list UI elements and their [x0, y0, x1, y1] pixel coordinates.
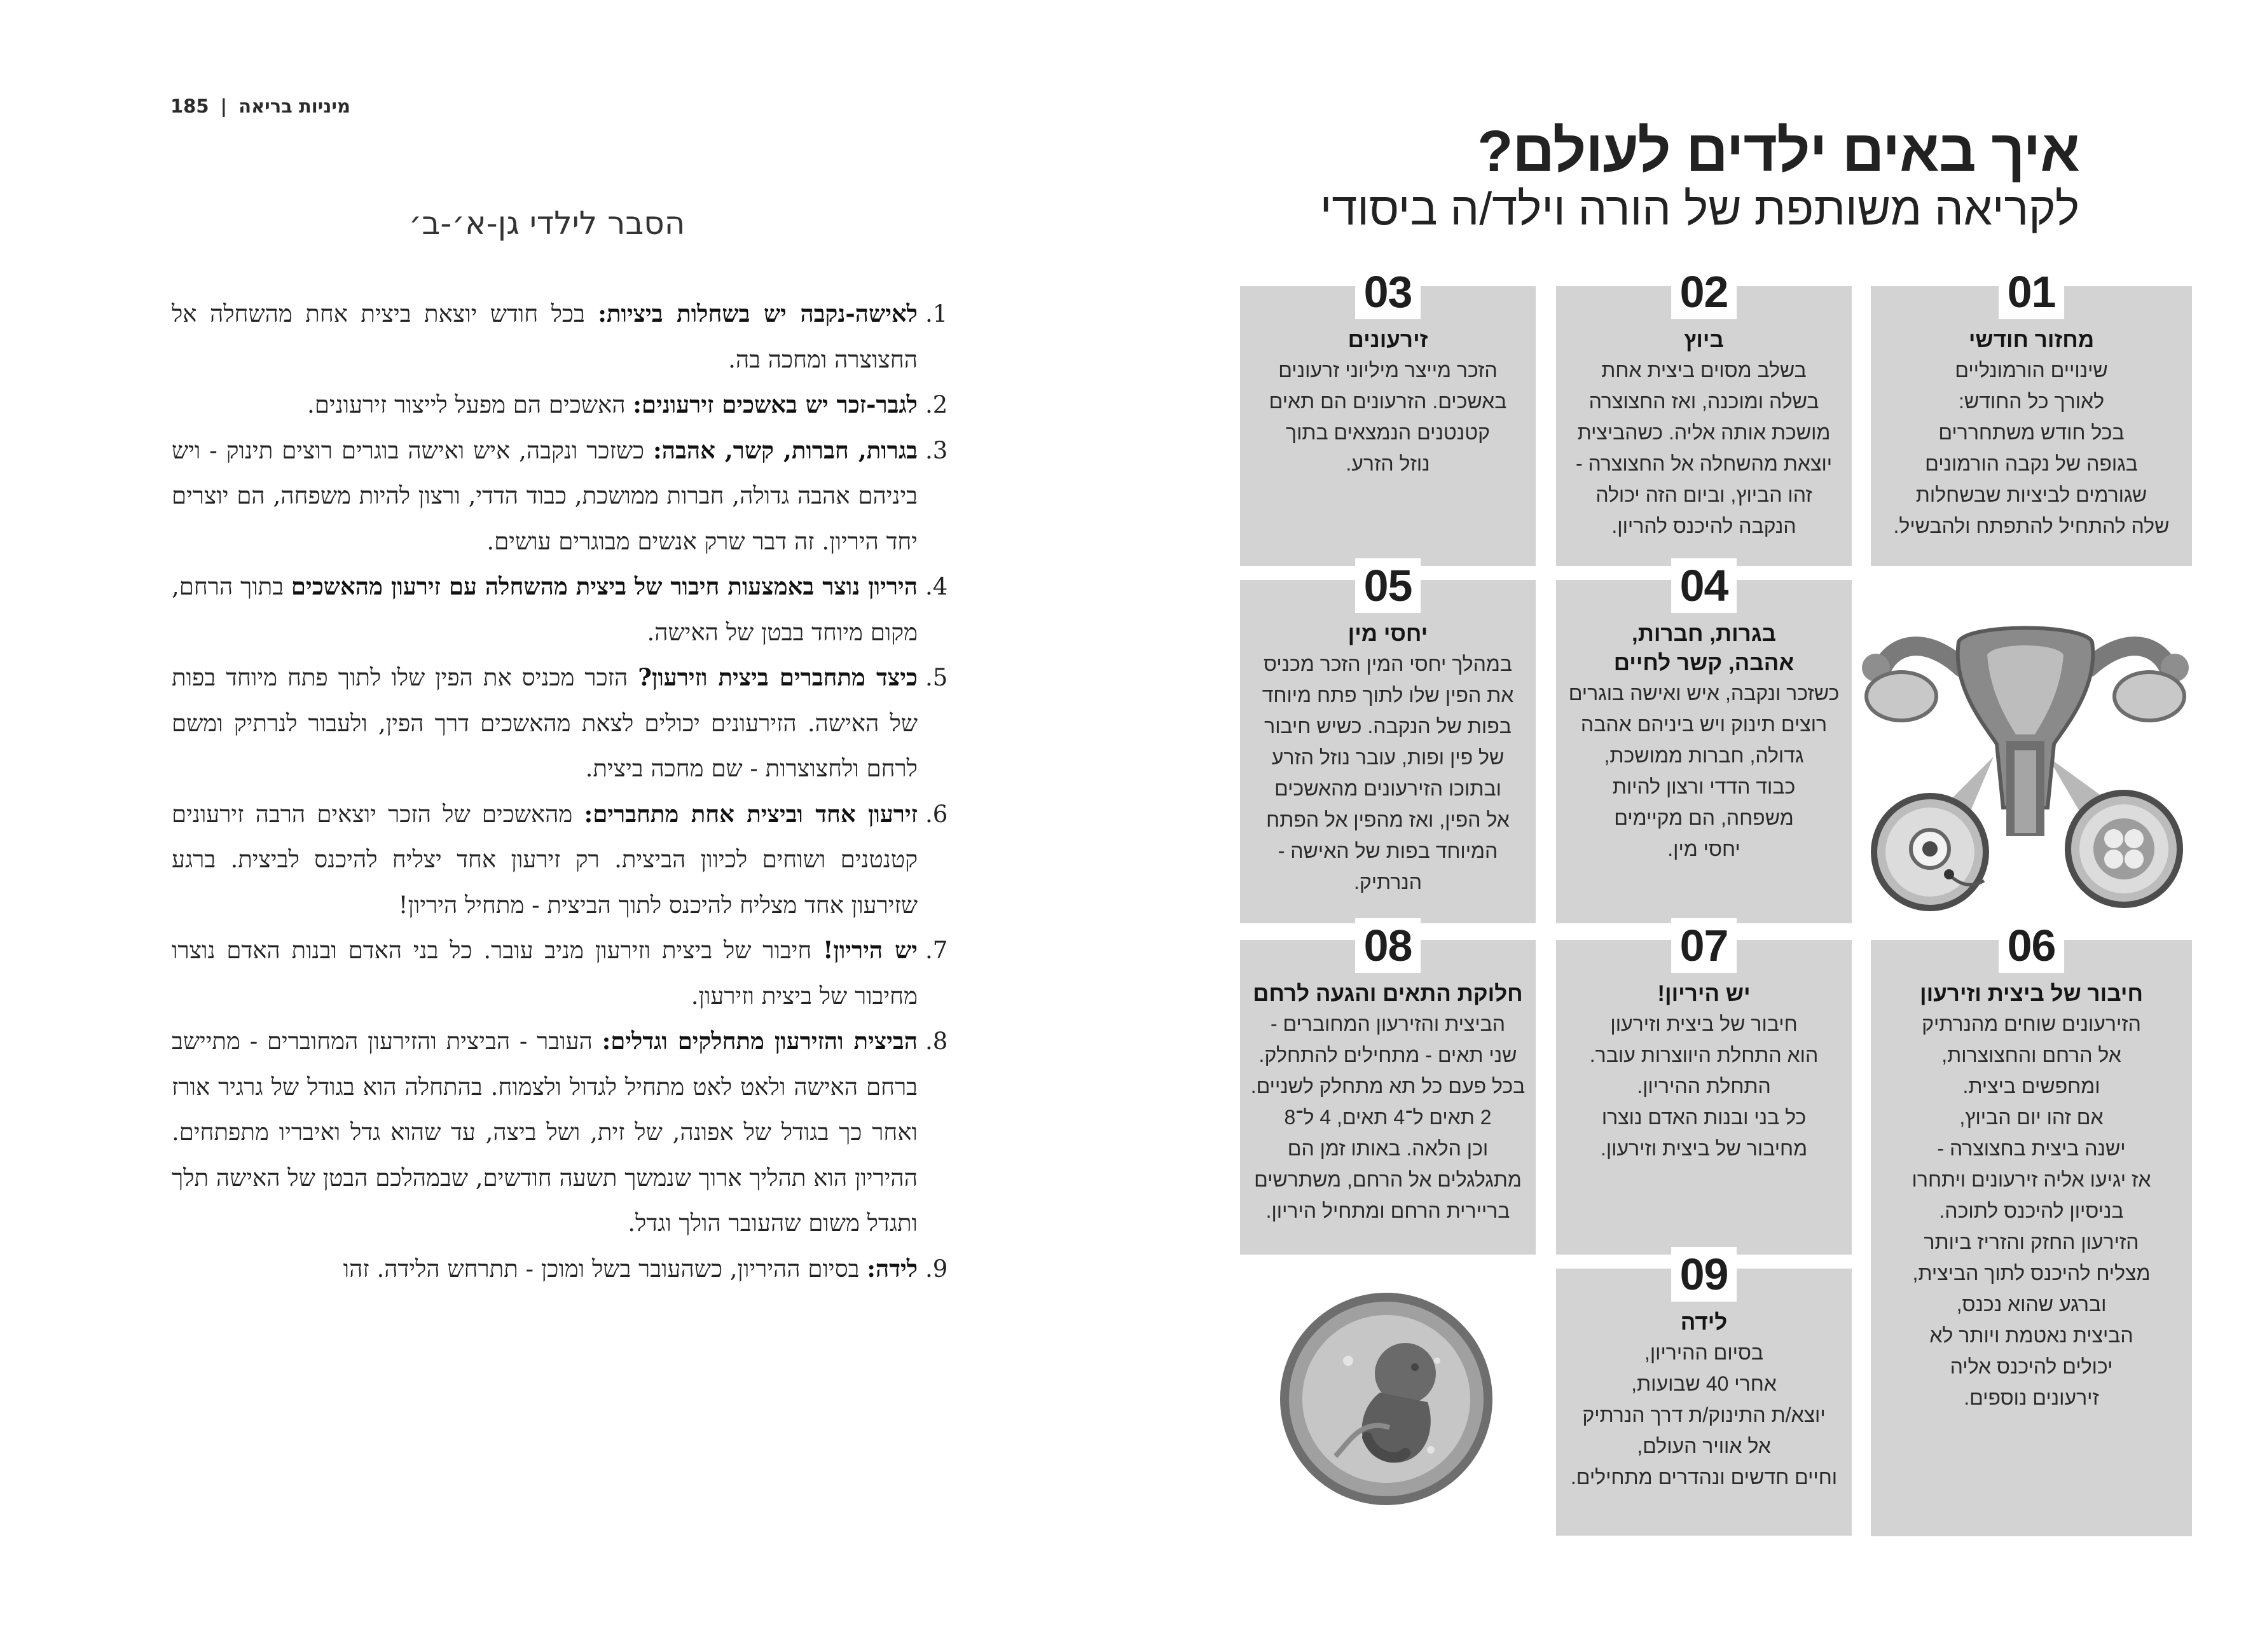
box-number: 08 [1355, 918, 1421, 973]
box-text: כשזכר ונקבה, איש ואישה בוגרים רוצים תינוק ויש ביניהם אהבה גדולה, חברות ממושכת, כבוד הדדי ורצון להיות משפחה, הם מקיימים יחסי מין. [1568, 682, 1840, 860]
step-text: האשכים הם מפעל לייצור זירעונים. [307, 391, 633, 418]
box-title: בגרות, חברות, אהבה, קשר לחיים [1613, 621, 1795, 675]
step-text: בכל חודש יוצאת ביצית אחת מהשחלה אל החצוצרה ומחכה בה. [172, 300, 918, 373]
info-box-08 [1240, 921, 1536, 1255]
box-number: 01 [1999, 265, 2065, 319]
step-lead: היריון נוצר באמצעות חיבור של ביצית מהשחלה עם זירעון מהאשכים [291, 572, 918, 600]
info-box-06 [1871, 921, 2192, 1536]
box-number: 07 [1671, 918, 1737, 973]
step-lead: הביצית והזירעון מתחלקים וגדלים: [602, 1027, 918, 1055]
box-title: זירעונים [1347, 327, 1428, 352]
step-text: חיבור של ביצית וזירעון מניב עובר. כל בני האדם ובנות האדם נוצרו מחיבור של ביצית וזירעון. [172, 937, 918, 1010]
info-box-01 [1871, 267, 2192, 566]
step-number: .4 [925, 573, 948, 600]
box-title: חלוקת התאים והגעה לרחם [1253, 981, 1523, 1006]
book-title: מיניות בריאה [238, 95, 350, 117]
step-lead: לגבר-זכר יש באשכים זירעונים: [633, 390, 918, 418]
step-text: העובר - הביצית והזירעון המחוברים - מתיישב ברחם האישה ולאט לאט מתחיל לגדול ולצמוח. בהתחלה הוא בגודל של גרגיר אורז ואחר כך בגודל של אפונה, של זית, ושל ביצה, עד שהוא גדל ואיבריו מתפתחים. ההיריון הוא תהליך ארוך שנמשך תשעה חודשים, שבמהלכם הבטן של האישה תלך ותגדל משום שהעובר הולך וגדל. [172, 1028, 918, 1237]
box-text: בשלב מסוים ביצית אחת בשלה ומוכנה, ואז החצוצרה מושכת אותה אליה. כשהביצית יוצאת מהשחלה אל החצוצרה - זהו הביוץ, וביום הזה יכולה הנקבה להיכנס להריון. [1575, 359, 1833, 537]
step-text: בסיום ההיריון, כשהעובר בשל ומוכן - תתרחש הלידה. זהו [343, 1255, 867, 1283]
info-box-02 [1556, 267, 1852, 566]
info-box-04 [1556, 561, 1852, 923]
step-number: .9 [925, 1255, 948, 1283]
step-number: .1 [925, 300, 948, 327]
box-text: הביצית והזירעון המחוברים - שני תאים - מתחילים להתחלק. בכל פעם כל תא מתחלק לשניים. 2 תאים ל־4 תאים, 4 ל־8 וכן הלאה. באותו זמן הם מתגלגלים אל הרחם, משתרשים בריירית הרחם ומתחיל היריון. [1250, 1012, 1526, 1222]
step-number: .8 [925, 1028, 948, 1055]
box-text: שינויים הורמונליים לאורך כל החודש: בכל חודש משתחררים בגופה של נקבה הורמונים שגורמים לביציות שבשחלות שלה להתחיל להתפתח ולהבשיל. [1893, 359, 2170, 537]
running-head-separator: | [220, 95, 228, 117]
infographic-subtitle: לקריאה משותפת של הורה וילד/ה ביסודי [1319, 184, 2079, 235]
box-title: חיבור של ביצית וזירעון [1920, 981, 2143, 1006]
box-number: 06 [1999, 918, 2065, 973]
step-number: .2 [925, 391, 948, 418]
box-text: בסיום ההיריון, אחרי 40 שבועות, יוצא/ת התינוק/ת דרך הנרתיק אל אוויר העולם, וחיים חדשים ונהדרים מתחילים. [1570, 1341, 1838, 1489]
list-item [172, 928, 963, 1019]
list-item [172, 291, 963, 382]
uterus-diagram-icon [1857, 598, 2194, 928]
step-lead: זירעון אחד וביצית אחת מתחברים: [584, 799, 918, 828]
step-number: .5 [925, 664, 948, 691]
step-number: .6 [925, 800, 948, 828]
list-item [172, 564, 963, 655]
box-title: לידה [1680, 1310, 1728, 1335]
box-title: יחסי מין [1347, 621, 1428, 646]
box-title: יש היריון! [1657, 981, 1751, 1006]
box-text: חיבור של ביצית וזירעון הוא התחלת היווצרות עובר. התחלת ההיריון. כל בני ובנות האדם נוצרו מחיבור של ביצית וזירעון. [1589, 1012, 1819, 1160]
box-text: הזכר מייצר מיליוני זרעונים באשכים. הזרעונים הם תאים קטנטנים הנמצאים בתוך נוזל הזרע. [1269, 359, 1507, 475]
info-box-05 [1240, 561, 1536, 923]
list-item [172, 1019, 963, 1246]
box-text: במהלך יחסי המין הזכר מכניס את הפין שלו לתוך פתח מיוחד בפות של הנקבה. כשיש חיבור של פין ופות, עובר נוזל הזרע ובתוכו הזירעונים מהאשכים אל הפין, ואז מהפין אל הפתח המיוחד בפות של האישה - הנרתיק. [1262, 652, 1514, 893]
box-number: 02 [1671, 265, 1737, 319]
running-head [170, 95, 387, 121]
box-number: 03 [1355, 265, 1421, 319]
step-number: .3 [925, 436, 948, 464]
list-item [172, 428, 963, 565]
page-number: 185 [170, 95, 209, 117]
step-text: מהאשכים של הזכר יוצאים הרבה זירעונים קטנטנים ושוחים לכיוון הביצית. רק זירעון אחד יצליח להיכנס לביצית. ברגע שזירעון אחד מצליח להיכנס לתוך הביצית - מתחיל היריון! [172, 800, 918, 919]
list-item [172, 1246, 963, 1292]
list-item [172, 382, 963, 428]
box-number: 09 [1671, 1247, 1737, 1302]
fetus-icon [1278, 1291, 1494, 1507]
step-lead: בגרות, חברות, קשר, אהבה: [653, 436, 918, 464]
step-lead: לאישה-נקבה יש בשחלות ביציות: [598, 299, 918, 327]
box-title: ביוץ [1684, 327, 1724, 352]
box-number: 04 [1671, 558, 1737, 613]
step-text: בתוך הרחם, מקום מיוחד בבטן של האישה. [172, 573, 918, 646]
list-item [172, 655, 963, 792]
list-item [172, 792, 963, 928]
info-box-03 [1240, 267, 1536, 566]
box-title: מחזור חודשי [1968, 327, 2095, 352]
step-lead: לידה: [867, 1254, 918, 1283]
box-number: 05 [1355, 558, 1421, 613]
info-box-09 [1556, 1249, 1852, 1536]
step-lead: יש היריון! [823, 936, 918, 964]
step-number: .7 [925, 937, 948, 964]
steps-list [172, 291, 963, 1291]
step-text: הזכר מכניס את הפין שלו לתוך פתח מיוחד בפות של האישה. הזירעונים יכולים לצאת מהאשכים דרך הפין, ולעבור לנרתיק ומשם לרחם ולחצוצרות - שם מחכה ביצית. [172, 664, 918, 782]
infographic-title: איך באים ילדים לעולם? [1477, 119, 2079, 184]
box-text: הזירעונים שוחים מהנרתיק אל הרחם והחצוצרות, ומחפשים ביצית. אם זהו יום הביוץ, ישנה ביצית בחצוצרה - אז יגיעו אליה זירעונים ויתחרו בניסיון להיכנס לתוכה. הזירעון החזק והזריז ביותר מצליח להיכנס לתוך הביצית, וברגע שהוא נכנס, הביצית נאטמת ויותר לא יכולים להיכנס אליה זירעונים נוספים. [1912, 1012, 2151, 1409]
left-page-title: הסבר לילדי גן-א׳-ב׳ [408, 205, 686, 242]
step-lead: כיצד מתחברים ביצית וזירעון? [638, 663, 918, 691]
info-box-07 [1556, 921, 1852, 1255]
step-text: כשזכר ונקבה, איש ואישה בוגרים רוצים תינוק - ויש ביניהם אהבה גדולה, חברות ממושכת, כבוד הדדי, ורצון להיות משפחה, הם יוצרים יחד היריון. זה דבר שרק אנשים מבוגרים עושים. [172, 436, 918, 555]
